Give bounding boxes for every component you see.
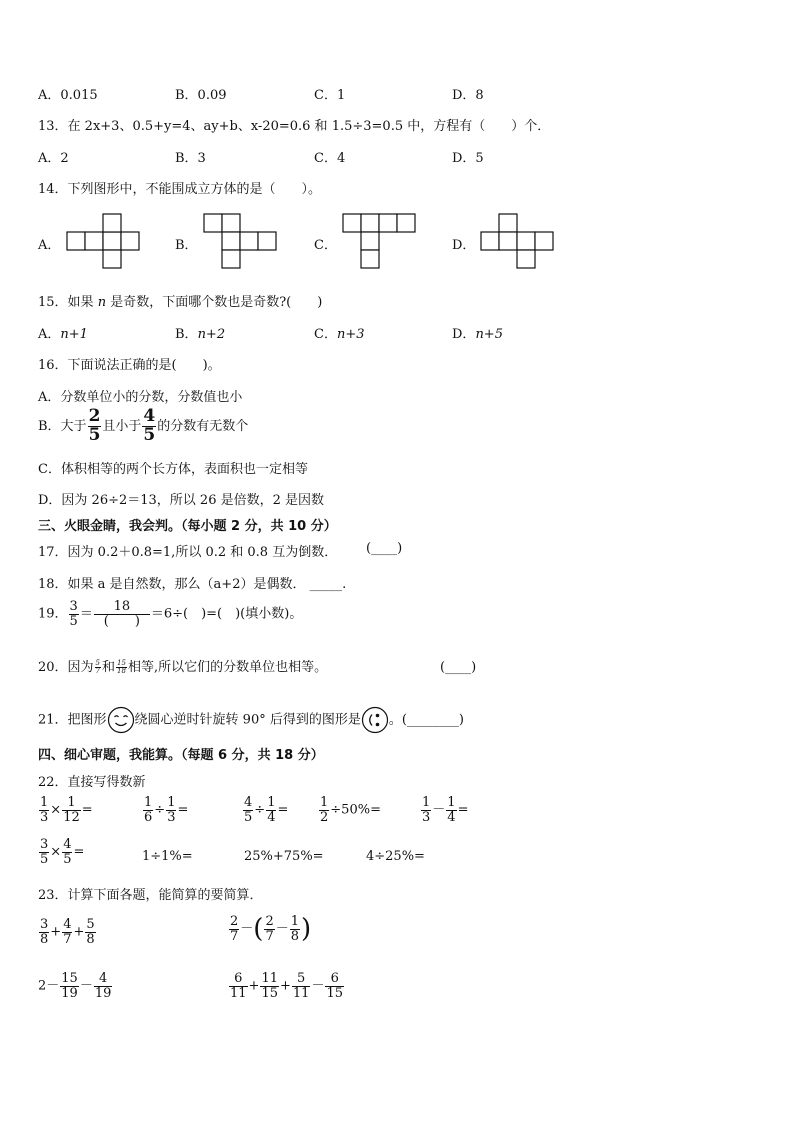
- fraction: $\frac{1}{8}$: [290, 913, 300, 944]
- q22-expression-8: 25%+75%=: [244, 849, 324, 864]
- smiley-face-icon: [107, 713, 135, 728]
- q13-option-a: A．2: [38, 151, 69, 166]
- q12-option-c: C．1: [314, 88, 346, 103]
- fraction: $\frac{4}{19}$: [94, 971, 112, 1001]
- fraction: $\frac{3}{5}$: [40, 837, 49, 867]
- q15-option-b: B．n+2: [175, 327, 226, 342]
- cube-net-a: [66, 213, 142, 275]
- q23-problem-3: 2－ $\frac{15}{19}$ － $\frac{4}{19}$: [38, 971, 112, 1001]
- q18-stem: 18．如果 a 是自然数，那么（a+2）是偶数． _____.: [38, 577, 347, 592]
- fraction: $\frac{15}{18}$: [117, 658, 126, 675]
- q22-expression-3: $\frac{4}{5}$ ÷ $\frac{1}{4}$ =: [244, 795, 289, 825]
- q14-option-d: D．: [452, 238, 476, 253]
- q23-problem-2: $\frac{2}{7}$ －( $\frac{2}{7}$ － $\frac{1}{8}$ ): [230, 913, 312, 944]
- q12-option-a: A．0.015: [38, 88, 98, 103]
- q14-stem: 14．下列图形中，不能围成立方体的是（ ）。: [38, 182, 322, 197]
- q23-problem-1: $\frac{3}{8}$ + $\frac{4}{7}$ + $\frac{5}{8}$: [40, 917, 95, 947]
- fraction: $\frac{5}{7}$: [95, 658, 101, 675]
- fraction: $\frac{2}{5}$: [88, 406, 101, 445]
- q22-expression-1: $\frac{1}{3}$ × $\frac{1}{12}$ =: [40, 795, 93, 825]
- q17-stem: 17．因为 0.2＋0.8=1,所以 0.2 和 0.8 互为倒数．: [38, 545, 338, 560]
- fraction: $\frac{1}{3}$: [167, 795, 176, 825]
- fraction: $\frac{2}{7}$: [265, 913, 274, 944]
- q22-expression-2: $\frac{1}{6}$ ÷ $\frac{1}{3}$ =: [144, 795, 189, 825]
- q16-option-b: B．大于 $\frac{2}{5}$ 且小于 $\frac{4}{5}$ 的分数有无数个: [38, 406, 249, 445]
- q22-expression-5: $\frac{1}{3}$ － $\frac{1}{4}$ =: [422, 795, 469, 825]
- section-3-heading: 三、火眼金睛，我会判。（每小题 2 分，共 10 分）: [38, 519, 337, 534]
- fraction: $\frac{1}{3}$: [422, 795, 431, 825]
- section-4-heading: 四、细心审题，我能算。（每题 6 分，共 18 分）: [38, 748, 324, 763]
- rotated-face-icon: [361, 713, 389, 728]
- q22-stem: 22．直接写得数新: [38, 775, 146, 790]
- q16-stem: 16．下面说法正确的是( )。: [38, 358, 221, 373]
- fraction: $\frac{3}{8}$: [40, 917, 49, 947]
- fraction: $\frac{6}{11}$: [230, 971, 247, 1001]
- q16-option-a: A．分数单位小的分数，分数值也小: [38, 390, 243, 405]
- fraction: $\frac{4}{7}$: [63, 917, 72, 947]
- q22-expression-6: $\frac{3}{5}$ × $\frac{4}{5}$ =: [40, 837, 85, 867]
- q14-option-c: C．: [314, 238, 337, 253]
- fraction: $\frac{4}{5}$: [143, 406, 156, 445]
- q16-option-c: C．体积相等的两个长方体，表面积也一定相等: [38, 462, 308, 477]
- fraction: $\frac{1}{4}$: [447, 795, 456, 825]
- q22-expression-4: $\frac{1}{2}$ ÷50%=: [320, 795, 381, 825]
- q12-option-d: D．8: [452, 88, 484, 103]
- fraction: $\frac{1}{4}$: [267, 795, 276, 825]
- cube-net-d: [480, 213, 556, 275]
- q15-option-a: A．n+1: [38, 327, 88, 342]
- q13-option-c: C．4: [314, 151, 346, 166]
- q23-problem-4: $\frac{6}{11}$ + $\frac{11}{15}$ + $\frac{5}{11}$ － $\frac{6}{15}$: [230, 971, 344, 1001]
- q15-option-c: C．n+3: [314, 327, 365, 342]
- q14-option-b: B．: [175, 238, 198, 253]
- fraction: $\frac{4}{5}$: [63, 837, 72, 867]
- q17-answer-paren: (____): [366, 541, 403, 556]
- q23-stem: 23．计算下面各题，能简算的要简算．: [38, 888, 263, 903]
- q16-option-d: D．因为 26÷2＝13，所以 26 是倍数，2 是因数: [38, 493, 325, 508]
- fraction: $\frac{2}{7}$: [230, 913, 239, 944]
- q14-option-a: A．: [38, 238, 61, 253]
- fraction: $\frac{1}{3}$: [40, 795, 49, 825]
- q22-expression-9: 4÷25%=: [366, 849, 425, 864]
- fraction: $\frac{4}{5}$: [244, 795, 253, 825]
- q20-answer-paren: (____): [440, 660, 477, 675]
- fraction: $\frac{11}{15}$: [261, 971, 278, 1001]
- q15-stem: 15．如果 n 是奇数，下面哪个数也是奇数?( ): [38, 295, 323, 310]
- fraction: $\frac{3}{5}$: [69, 599, 78, 629]
- q21-stem: 21．把图形 绕圆心逆时针旋转 90° 后得到的图形是 。(________): [38, 706, 464, 734]
- fraction: $\frac{1}{12}$: [63, 795, 80, 825]
- fraction: $\frac{5}{8}$: [86, 917, 95, 947]
- q22-expression-7: 1÷1%=: [142, 849, 193, 864]
- fraction: $\frac{18}{( )}$: [94, 600, 150, 628]
- q19-stem: 19． $\frac{3}{5}$ ＝ $\frac{18}{( )}$ ＝6÷( )=( )(填小数)。: [38, 599, 303, 629]
- q13-stem: 13．在 2x+3、0.5+y=4、ay+b、x-20=0.6 和 1.5÷3=0.5 中，方程有（ ）个．: [38, 119, 551, 134]
- fraction: $\frac{15}{19}$: [61, 971, 78, 1001]
- fraction: $\frac{1}{2}$: [320, 795, 329, 825]
- cube-net-c: [342, 213, 418, 277]
- fraction: $\frac{5}{11}$: [292, 971, 310, 1001]
- q12-option-b: B．0.09: [175, 88, 227, 103]
- q13-option-b: B．3: [175, 151, 206, 166]
- fraction: $\frac{6}{15}$: [326, 971, 344, 1001]
- q15-option-d: D．n+5: [452, 327, 503, 342]
- fraction: $\frac{1}{6}$: [144, 795, 153, 825]
- cube-net-b: [203, 213, 279, 275]
- q13-option-d: D．5: [452, 151, 484, 166]
- q20-stem: 20．因为 $\frac{5}{7}$ 和 $\frac{15}{18}$ 相等,所以它们的分数单位也相等。: [38, 658, 328, 675]
